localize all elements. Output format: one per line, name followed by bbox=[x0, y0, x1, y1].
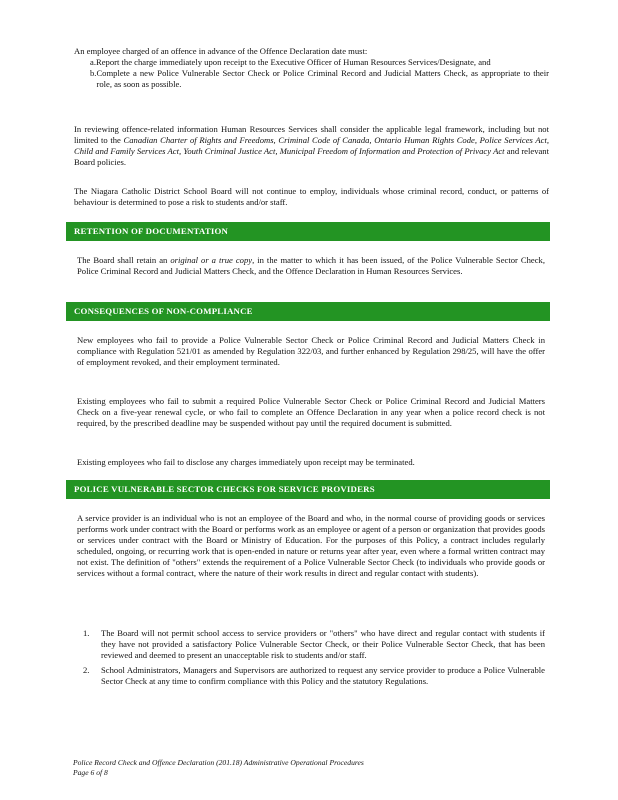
niagara-paragraph bbox=[74, 186, 549, 208]
list-marker: 2. bbox=[83, 665, 90, 675]
review-text-start: In reviewing offence-related information Human Resources Services shall consider the applicable legal framework, including but not limited to the bbox=[74, 124, 549, 145]
providers-list bbox=[77, 628, 545, 687]
providers-paragraph bbox=[77, 513, 545, 579]
list-item bbox=[74, 57, 549, 68]
list-item bbox=[77, 628, 545, 661]
review-text-end: and relevant Board policies. bbox=[74, 146, 549, 167]
retention-italic: original or a true copy bbox=[170, 255, 253, 265]
footer-page-number: Page 6 of 8 bbox=[73, 768, 108, 777]
section-heading-retention: RETENTION OF DOCUMENTATION bbox=[66, 222, 550, 241]
page-footer bbox=[73, 758, 364, 778]
list-marker: a. bbox=[90, 57, 96, 67]
providers-text: A service provider is an individual who is not an employee of the Board and who, in the normal course of providing goods or services performs work under contract with the Board or performs work as an employee or agent of a person or organization that provides goods or services under contract with the Board or Ministry of Education. For the purposes of this Policy, a contract includes regularly scheduled, ongoing, or recurring work that is open-ended in nature or returns year after year, even where a formal written contract may not exist. The definition of "others" extends the requirement of a Police Vulnerable Sector Check (to individuals who provide goods or services without a formal contract, where the nature of their work results in direct and regular contact with students). bbox=[77, 513, 545, 578]
list-item bbox=[77, 665, 545, 687]
list-item-text: School Administrators, Managers and Supervisors are authorized to request any service provider to produce a Police Vulnerable Sector Check at any time to confirm compliance with this Policy and the statutory Regulations. bbox=[101, 665, 545, 686]
list-item-text: Report the charge immediately upon receipt to the Executive Officer of Human Resources Services/Designate, and bbox=[96, 57, 491, 67]
intro-text: An employee charged of an offence in advance of the Offence Declaration date must: bbox=[74, 46, 368, 56]
list-marker: b. bbox=[90, 68, 97, 78]
intro-section bbox=[74, 46, 549, 90]
section-heading-providers: POLICE VULNERABLE SECTOR CHECKS FOR SERVICE PROVIDERS bbox=[66, 480, 550, 499]
consequences-paragraph-3 bbox=[77, 457, 545, 468]
consequences-paragraph-1 bbox=[77, 335, 545, 368]
list-item-text: The Board will not permit school access to service providers or "others" who have direct and regular contact with students if they have not provided a satisfactory Police Vulnerable Sector Check, or their Police Vulnerable Sector Check, that has been reviewed and deemed to present an unacceptable risk to students and/or staff. bbox=[101, 628, 545, 660]
intro-list bbox=[74, 57, 549, 90]
retention-text-end: , in the matter to which it has been issued, of the Police Vulnerable Sector Check, Police Criminal Record and Judicial Matters Check, and the Offence Declaration in Human Resources Services. bbox=[77, 255, 545, 276]
consequences-text-2: Existing employees who fail to submit a required Police Vulnerable Sector Check or Police Criminal Record and Judicial Matters Check on a five-year renewal cycle, or who fail to complete an Offence Declaration in any year when a police record check is not required, by the prescribed deadline may be suspended without pay until the required document is submitted. bbox=[77, 396, 545, 428]
footer-title: Police Record Check and Offence Declaration (201.18) Administrative Operational Procedures bbox=[73, 758, 364, 767]
retention-paragraph bbox=[77, 255, 545, 277]
list-marker: 1. bbox=[83, 628, 90, 638]
review-paragraph bbox=[74, 124, 549, 168]
list-item bbox=[74, 68, 549, 90]
consequences-text-1: New employees who fail to provide a Police Vulnerable Sector Check or Police Criminal Record and Judicial Matters Check in compliance with Regulation 521/01 as amended by Regulation 322/03, and further enhanced by Regulation 298/25, will have the offer of employment revoked, and their employment terminated. bbox=[77, 335, 545, 367]
section-heading-consequences: CONSEQUENCES OF NON-COMPLIANCE bbox=[66, 302, 550, 321]
consequences-paragraph-2 bbox=[77, 396, 545, 429]
retention-text-start: The Board shall retain an bbox=[77, 255, 171, 265]
consequences-text-3: Existing employees who fail to disclose any charges immediately upon receipt may be terminated. bbox=[77, 457, 415, 467]
legislation-list: Canadian Charter of Rights and Freedoms, Criminal Code of Canada, Ontario Human Rights Code, Police Services Act, Child and Family Services Act, Youth Criminal Justice Act, Municipal Freedom of Information and Protection of Privacy Act bbox=[74, 135, 550, 156]
niagara-text: The Niagara Catholic District School Board will not continue to employ, individuals whose criminal record, conduct, or patterns of behaviour is determined to pose a risk to students and/or staff. bbox=[74, 186, 549, 207]
list-item-text: Complete a new Police Vulnerable Sector Check or Police Criminal Record and Judicial Matters Check, as appropriate to their role, as soon as possible. bbox=[96, 68, 549, 89]
